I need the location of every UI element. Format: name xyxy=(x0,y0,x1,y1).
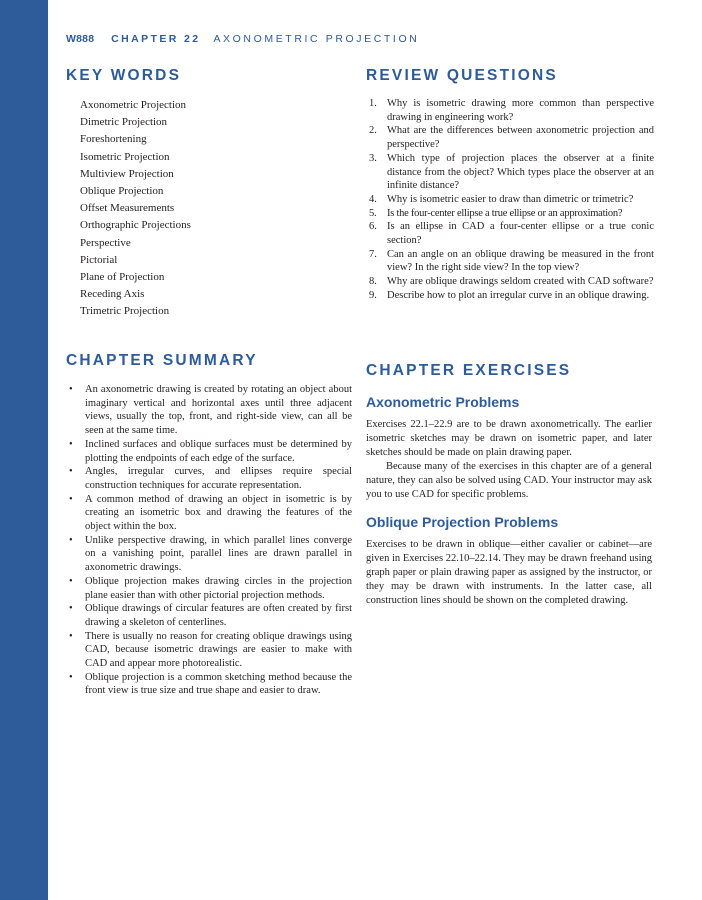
key-word-item: Perspective xyxy=(80,236,131,249)
page-number: W888 xyxy=(66,33,95,45)
question-text: What are the differences between axonometric projection and perspective? xyxy=(387,125,654,151)
review-questions-heading: REVIEW QUESTIONS xyxy=(366,67,558,84)
bullet-icon: • xyxy=(69,671,73,683)
oblique-problems-heading: Oblique Projection Problems xyxy=(366,514,559,530)
bullet-icon: • xyxy=(69,493,73,505)
question-text: Why is isometric easier to draw than dimetric or trimetric? xyxy=(387,193,634,205)
key-word-item: Axonometric Projection xyxy=(80,99,187,111)
key-word-item: Dimetric Projection xyxy=(80,116,168,129)
summary-item xyxy=(66,465,352,492)
summary-item xyxy=(66,602,352,629)
question-number: 3. xyxy=(369,152,377,164)
chapter-exercises-heading: CHAPTER EXERCISES xyxy=(366,362,572,379)
bullet-icon: • xyxy=(69,575,73,587)
summary-text: There is usually no reason for creating oblique drawings using CAD, because isometric drawings are easier to make with CAD and appear more photorealistic. xyxy=(85,630,352,670)
summary-item xyxy=(66,630,352,671)
key-word-item: Isometric Projection xyxy=(80,150,170,163)
key-words-heading: KEY WORDS xyxy=(66,67,182,84)
bullet-icon: • xyxy=(69,384,73,395)
question-text: Why is isometric drawing more common than perspective drawing in engineering work? xyxy=(387,98,654,123)
summary-text: Oblique drawings of circular features are often created by first drawing a skeleton of centerlines. xyxy=(85,603,352,628)
question-text: Describe how to plot an irregular curve in an oblique drawing. xyxy=(387,289,650,301)
chapter-summary-list xyxy=(66,383,352,698)
review-question xyxy=(366,97,654,124)
question-number: 9. xyxy=(369,289,377,301)
review-question xyxy=(366,124,654,151)
bullet-icon: • xyxy=(69,630,73,642)
question-text: Is an ellipse in CAD a four-center ellipse or a true conic section? xyxy=(387,221,654,247)
summary-text: Oblique projection is a common sketching method because the front view is true size and true shape and easier to draw. xyxy=(85,671,352,697)
axonometric-para-2: Because many of the exercises in this chapter are of a general nature, they can also be solved using CAD. Your instructor may ask you to use CAD for specific problems. xyxy=(366,461,652,500)
summary-text: Inclined surfaces and oblique surfaces must be determined by plotting the endpoints of each edge of the surface. xyxy=(85,438,352,464)
question-text: Can an angle on an oblique drawing be measured in the front view? In the right side view? In the top view? xyxy=(387,248,654,274)
question-text: Is the four-center ellipse a true ellipse or an approximation? xyxy=(387,207,623,219)
chapter-label: CHAPTER 22 xyxy=(111,33,201,45)
bullet-icon: • xyxy=(69,438,73,450)
review-question xyxy=(366,220,654,247)
key-word-item: Multiview Projection xyxy=(80,167,174,180)
summary-item xyxy=(66,383,352,438)
question-number: 7. xyxy=(369,248,377,260)
key-words-list xyxy=(80,97,330,321)
key-word-item: Pictorial xyxy=(80,253,118,266)
oblique-problems-text xyxy=(366,538,652,608)
running-header xyxy=(66,33,419,45)
oblique-para-1: Exercises to be drawn in oblique—either cavalier or cabinet—are given in Exercises 22.10–22.14. They may be drawn freehand using graph paper or plain drawing paper as assigned by the instructor, or they may be drawn with instruments. In the latter case, all construction lines should be shown on the completed drawing. xyxy=(366,539,652,606)
key-word-item: Orthographic Projections xyxy=(80,219,191,232)
summary-text: A common method of drawing an object in isometric is by creating an isometric box and drawing the features of the object within the box. xyxy=(85,493,352,533)
summary-text: Angles, irregular curves, and ellipses require special construction techniques for accurate representation. xyxy=(85,466,352,491)
question-number: 8. xyxy=(369,276,377,288)
review-question xyxy=(366,152,654,193)
axonometric-problems-text xyxy=(366,418,652,502)
summary-text: Unlike perspective drawing, in which parallel lines converge on a vanishing point, parallel lines are drawn parallel in axonometric drawings. xyxy=(85,534,352,574)
summary-item xyxy=(66,575,352,602)
sidebar-band xyxy=(0,0,48,900)
bullet-icon: • xyxy=(69,603,73,615)
key-word-item: Receding Axis xyxy=(80,288,145,301)
review-question xyxy=(366,207,654,221)
summary-item xyxy=(66,534,352,575)
review-question xyxy=(366,275,654,289)
key-word-item: Oblique Projection xyxy=(80,185,164,198)
chapter-title: AXONOMETRIC PROJECTION xyxy=(213,33,420,45)
bullet-icon: • xyxy=(69,534,73,546)
axonometric-para-1: Exercises 22.1–22.9 are to be drawn axonometrically. The earlier isometric sketches may be drawn on isometric paper, and later sketches should be made on plain drawing paper. xyxy=(366,419,652,458)
bullet-icon: • xyxy=(69,466,73,478)
summary-item xyxy=(66,671,352,698)
review-question xyxy=(366,193,654,207)
axonometric-problems-heading: Axonometric Problems xyxy=(366,394,520,410)
review-question xyxy=(366,248,654,275)
key-word-item: Trimetric Projection xyxy=(80,305,170,318)
question-number: 2. xyxy=(369,125,377,137)
review-questions-list xyxy=(366,97,654,303)
question-number: 4. xyxy=(369,193,377,205)
question-text: Why are oblique drawings seldom created with CAD software? xyxy=(387,276,654,288)
summary-item xyxy=(66,493,352,534)
summary-text: Oblique projection makes drawing circles in the projection plane easier than with other pictorial projection methods. xyxy=(85,575,352,601)
key-word-item: Plane of Projection xyxy=(80,271,165,284)
key-word-item: Offset Measurements xyxy=(80,202,175,215)
question-number: 6. xyxy=(369,221,377,233)
key-word-item: Foreshortening xyxy=(80,133,147,146)
review-question xyxy=(366,289,654,303)
question-number: 5. xyxy=(369,207,377,219)
chapter-summary-heading: CHAPTER SUMMARY xyxy=(66,352,258,369)
question-text: Which type of projection places the observer at a finite distance from the object? Which types place the observer at an infinite distance? xyxy=(387,152,654,192)
summary-text: An axonometric drawing is created by rotating an object about imaginary vertical and horizontal axes until three adjacent views, usually the top, front, and right-side view, can all be seen at the same time. xyxy=(85,384,352,437)
question-number: 1. xyxy=(369,98,377,109)
summary-item xyxy=(66,438,352,465)
